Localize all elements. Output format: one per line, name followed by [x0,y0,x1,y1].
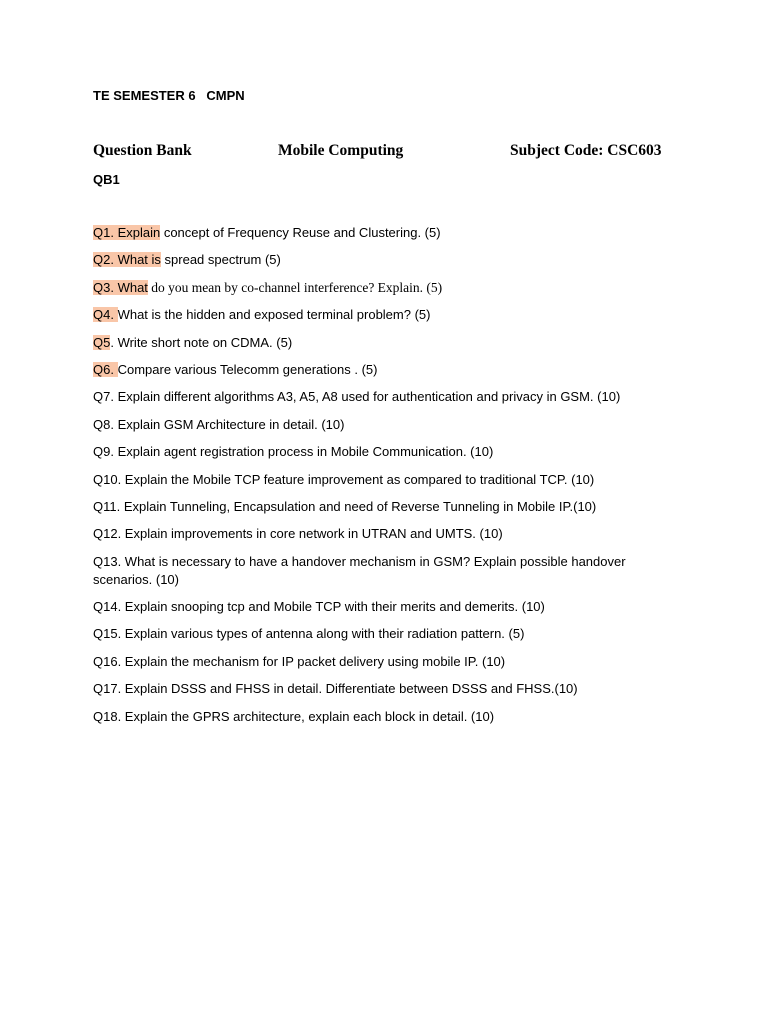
question-text: Q11. Explain Tunneling, Encapsulation and need of Reverse Tunneling in Mobile IP.(10) [93,498,597,514]
question-text: Compare various Telecomm generations . (5) [117,361,378,377]
question-item [93,388,653,406]
question-text: Q15. Explain various types of antenna along with their radiation pattern. (5) [93,626,525,642]
document-header [0,142,768,162]
question-highlight: Q3. What [93,279,148,295]
question-item [93,553,653,589]
question-item [93,653,653,671]
question-highlight: Q4. [93,307,118,323]
question-highlight: Q2. What is [93,252,161,268]
semester-label: TE SEMESTER 6 CMPN [93,88,245,103]
question-list [93,224,653,735]
question-text: Q9. Explain agent registration process in Mobile Communication. (10) [93,444,494,460]
question-item [93,680,653,698]
question-text: concept of Frequency Reuse and Clustering. (5) [160,225,441,240]
question-bank-heading: Question Bank [93,142,192,159]
question-item [93,334,653,352]
question-text: Q18. Explain the GPRS architecture, explain each block in detail. (10) [93,708,495,724]
subject-name-heading: Mobile Computing [278,142,404,159]
question-text: spread spectrum (5) [160,252,281,268]
question-text: do you mean by co-channel interference? Explain. (5) [147,279,443,295]
question-item [93,708,653,726]
subject-code-heading: Subject Code: CSC603 [510,142,662,159]
question-item [93,416,653,434]
question-item [93,625,653,643]
question-item [93,361,653,379]
question-item [93,251,653,269]
question-highlight: Q1. Explain [93,225,161,240]
question-text: Q12. Explain improvements in core network in UTRAN and UMTS. (10) [93,526,503,542]
question-highlight: Q6. [93,361,118,377]
question-item [93,224,653,242]
question-item [93,306,653,324]
question-item [93,279,653,297]
question-text: Q7. Explain different algorithms A3, A5, A8 used for authentication and privacy in GSM. (10) [93,389,621,405]
question-text: . Write short note on CDMA. (5) [110,334,293,350]
question-item [93,471,653,489]
question-item [93,498,653,516]
question-highlight: Q5 [93,334,111,350]
question-text: Q17. Explain DSSS and FHSS in detail. Differentiate between DSSS and FHSS.(10) [93,681,578,697]
question-text: Q8. Explain GSM Architecture in detail. (10) [93,416,345,432]
question-text: Q16. Explain the mechanism for IP packet delivery using mobile IP. (10) [93,653,506,669]
question-item [93,598,653,616]
question-text: Q13. What is necessary to have a handover mechanism in GSM? Explain possible handover scenarios. (10) [93,553,626,587]
question-text: Q10. Explain the Mobile TCP feature improvement as compared to traditional TCP. (10) [93,471,595,487]
qb-label: QB1 [93,172,120,187]
question-item [93,525,653,543]
question-text: What is the hidden and exposed terminal problem? (5) [117,307,431,323]
question-text: Q14. Explain snooping tcp and Mobile TCP with their merits and demerits. (10) [93,599,545,615]
question-item [93,443,653,461]
